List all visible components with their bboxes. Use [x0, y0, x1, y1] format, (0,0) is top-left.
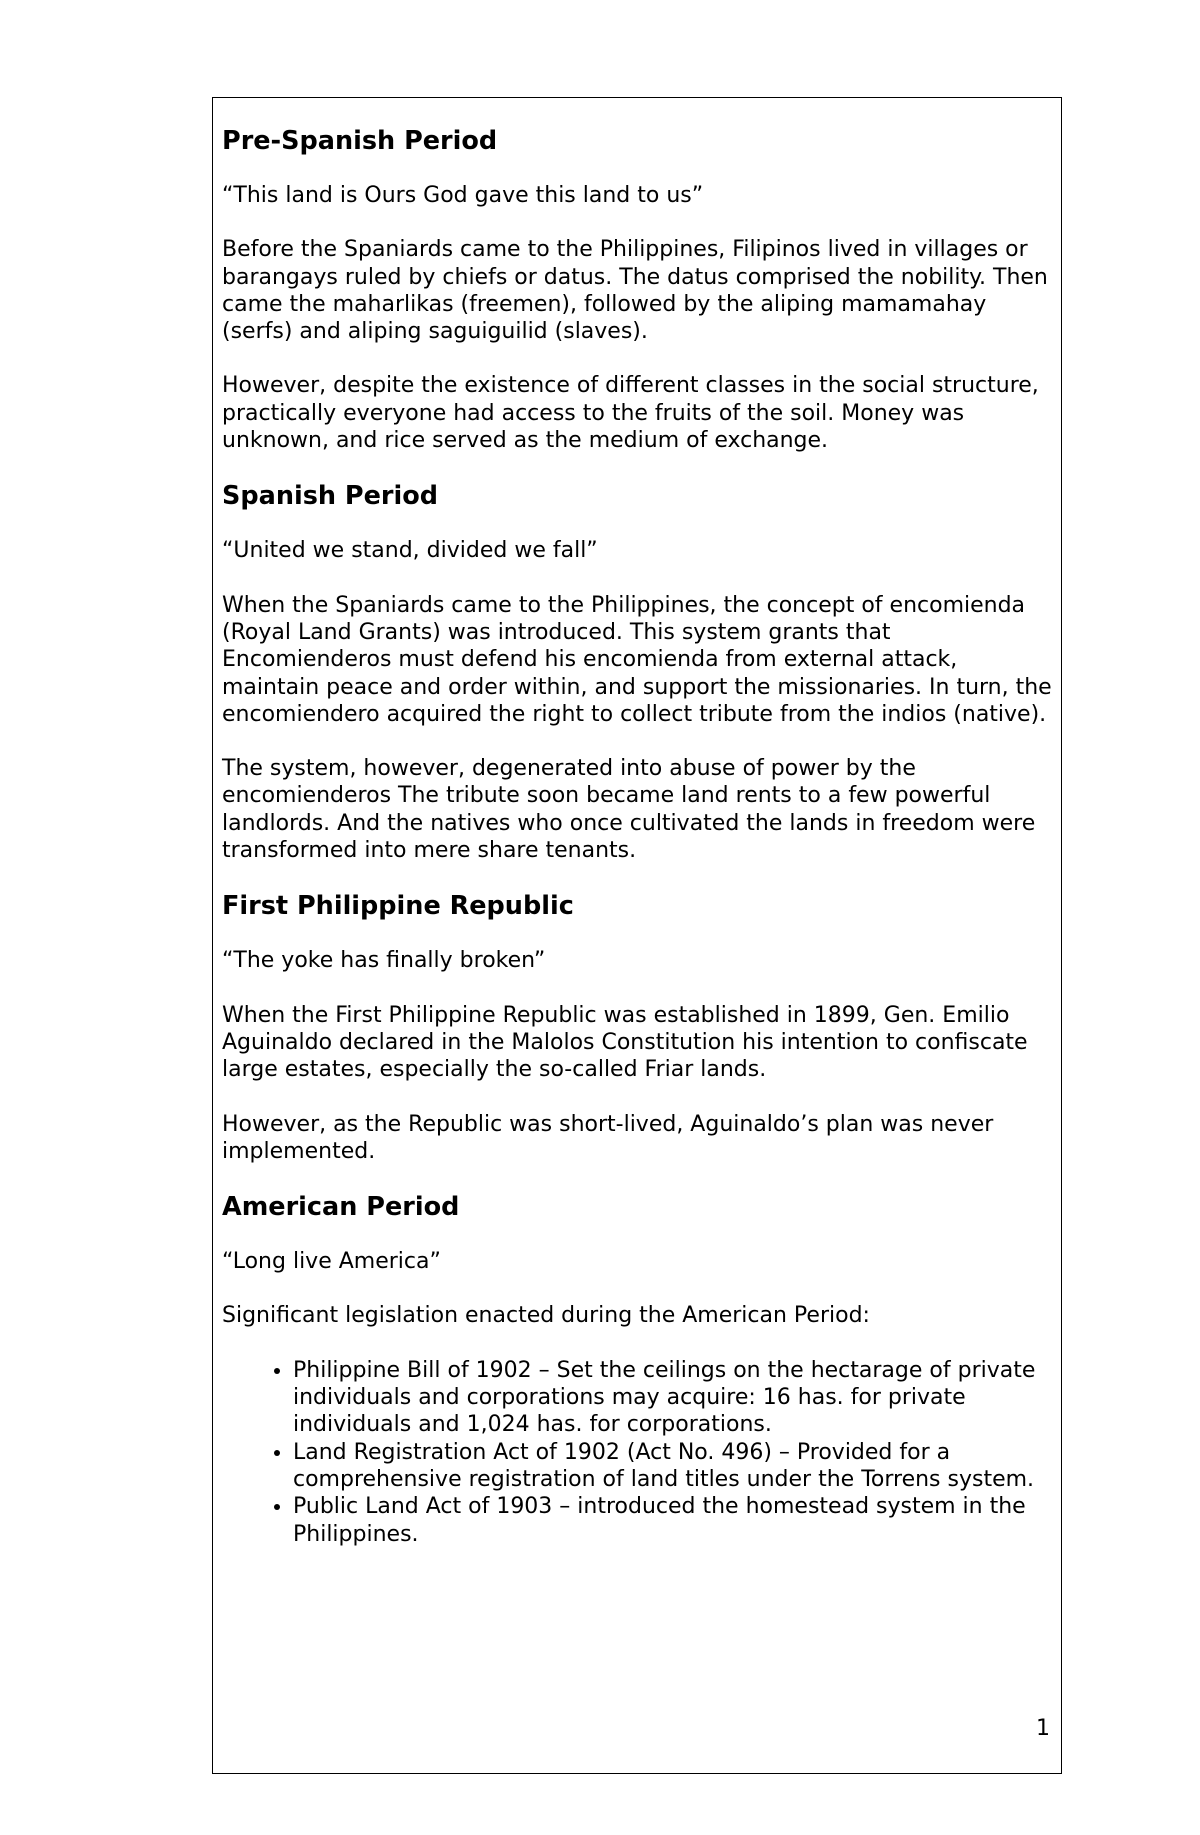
paragraph: Significant legislation enacted during the American Period: [222, 1303, 870, 1329]
section-quote: “Long live America” [222, 1249, 441, 1275]
section-first-philippine-republic [222, 891, 1054, 1165]
paragraph: The system, however, degenerated into abuse of power by the encomienderos The tribute soon became land rents to a few powerful landlords. And the natives who once cultivated the lands in freedom were transformed into mere share tenants. [222, 756, 1036, 864]
page-number: 1 [1036, 1716, 1050, 1741]
paragraph: When the Spaniards came to the Philippines, the concept of encomienda (Royal Land Grants) was introduced. This system grants that Encomienderos must defend his encomienda from external attack, maintain peace and order within, and support the missionaries. In turn, the encomiendero acquired the right to collect tribute from the indios (native). [222, 592, 1052, 727]
paragraph: Before the Spaniards came to the Philippines, Filipinos lived in villages or barangays ruled by chiefs or datus. The datus comprised the nobility. Then came the maharlikas (freemen), followed by the aliping mamamahay (serfs) and aliping saguiguilid (slaves). [222, 237, 1048, 345]
section-spanish-period [222, 481, 1054, 864]
section-quote: “The yoke has finally broken” [222, 948, 546, 974]
document-body [222, 126, 1054, 1548]
paragraph: However, as the Republic was short-lived, Aguinaldo’s plan was never implemented. [222, 1111, 994, 1164]
list-item: • Public Land Act of 1903 – introduced the homestead system in the Philippines. [293, 1493, 1054, 1548]
section-quote: “United we stand, divided we fall” [222, 538, 598, 564]
section-heading: Pre-Spanish Period [222, 126, 498, 156]
section-heading: Spanish Period [222, 481, 439, 512]
section-quote: “This land is Ours God gave this land to us” [222, 183, 704, 208]
legislation-list [222, 1357, 1054, 1548]
section-pre-spanish-period [222, 126, 1054, 454]
list-item: • Land Registration Act of 1902 (Act No. 496) – Provided for a comprehensive registration of land titles under the Torrens system. [293, 1439, 1054, 1494]
paragraph: However, despite the existence of different classes in the social structure, practically everyone had access to the fruits of the soil. Money was unknown, and rice served as the medium of exchange. [222, 373, 1039, 454]
list-item: • Philippine Bill of 1902 – Set the ceilings on the hectarage of private individuals and corporations may acquire: 16 has. for private individuals and 1,024 has. for corporations. [293, 1357, 1054, 1439]
section-american-period [222, 1192, 1054, 1548]
paragraph: When the First Philippine Republic was established in 1899, Gen. Emilio Aguinaldo declared in the Malolos Constitution his intention to confiscate large estates, especially the so-called Friar lands. [222, 1002, 1028, 1083]
section-heading: First Philippine Republic [222, 891, 574, 922]
section-heading: American Period [222, 1192, 460, 1223]
